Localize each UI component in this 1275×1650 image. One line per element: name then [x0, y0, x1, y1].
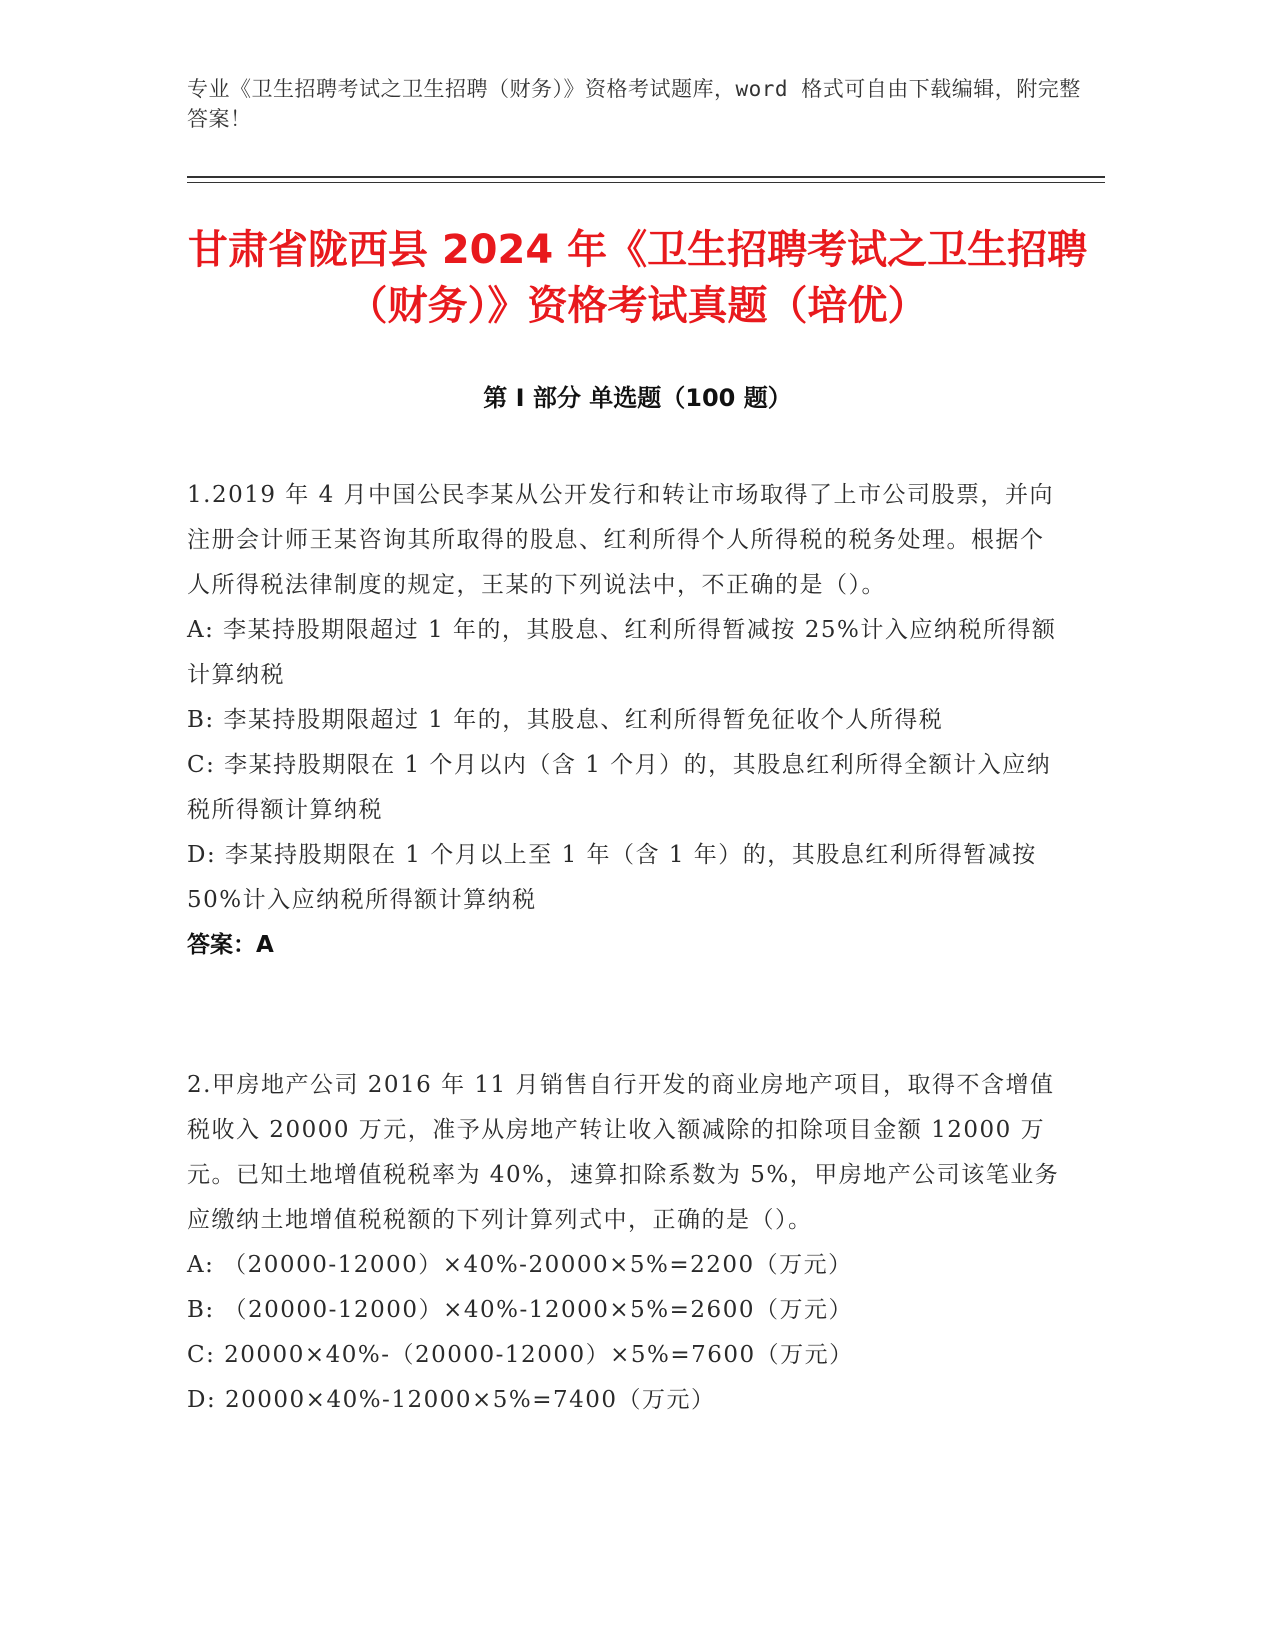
document-title: 甘肃省陇西县 2024 年《卫生招聘考试之卫生招聘（财务）》资格考试真题（培优）: [187, 227, 1088, 329]
header-divider-thick: [187, 176, 1105, 178]
question-stem: 1.2019 年 4 月中国公民李某从公开发行和转让市场取得了上市公司股票，并向注册会计师王某咨询其所取得的股息、红利所得个人所得税的税务处理。根据个人所得税法律制度的规定，王某的下列说法中，不正确的是（）。: [187, 482, 1055, 598]
section-heading: 第 I 部分 单选题（100 题）: [483, 384, 792, 412]
option-c: C: 20000×40%-（20000-12000）×5%=7600（万元）: [187, 1342, 854, 1368]
option-d: D: 20000×40%-12000×5%=7400（万元）: [187, 1387, 716, 1413]
option-b: B: 李某持股期限超过 1 年的，其股息、红利所得暂免征收个人所得税: [187, 707, 944, 733]
option-c: C: 李某持股期限在 1 个月以内（含 1 个月）的，其股息红利所得全额计入应纳税所得额计算纳税: [187, 752, 1052, 823]
option-a: A: 李某持股期限超过 1 年的，其股息、红利所得暂减按 25%计入应纳税所得额计算纳税: [187, 617, 1057, 688]
option-b: B: （20000-12000）×40%-12000×5%=2600（万元）: [187, 1297, 853, 1323]
header-divider-thin: [187, 182, 1105, 183]
header-note: 专业《卫生招聘考试之卫生招聘（财务）》资格考试题库，word 格式可自由下载编辑，附完整答案！: [187, 77, 1081, 131]
question-1: [187, 473, 1067, 968]
option-d: D: 李某持股期限在 1 个月以上至 1 年（含 1 年）的，其股息红利所得暂减按 50%计入应纳税所得额计算纳税: [187, 842, 1037, 913]
option-a: A: （20000-12000）×40%-20000×5%=2200（万元）: [187, 1252, 853, 1278]
answer-line: 答案：A: [187, 932, 274, 958]
question-2: [187, 1063, 1067, 1423]
question-stem: 2.甲房地产公司 2016 年 11 月销售自行开发的商业房地产项目，取得不含增值税收入 20000 万元，准予从房地产转让收入额减除的扣除项目金额 12000 万元。已知土地增值税税率为 40%，速算扣除系数为 5%，甲房地产公司该笔业务应缴纳土地增值税税额的下列计算列式中，正确的是（）。: [187, 1072, 1060, 1233]
